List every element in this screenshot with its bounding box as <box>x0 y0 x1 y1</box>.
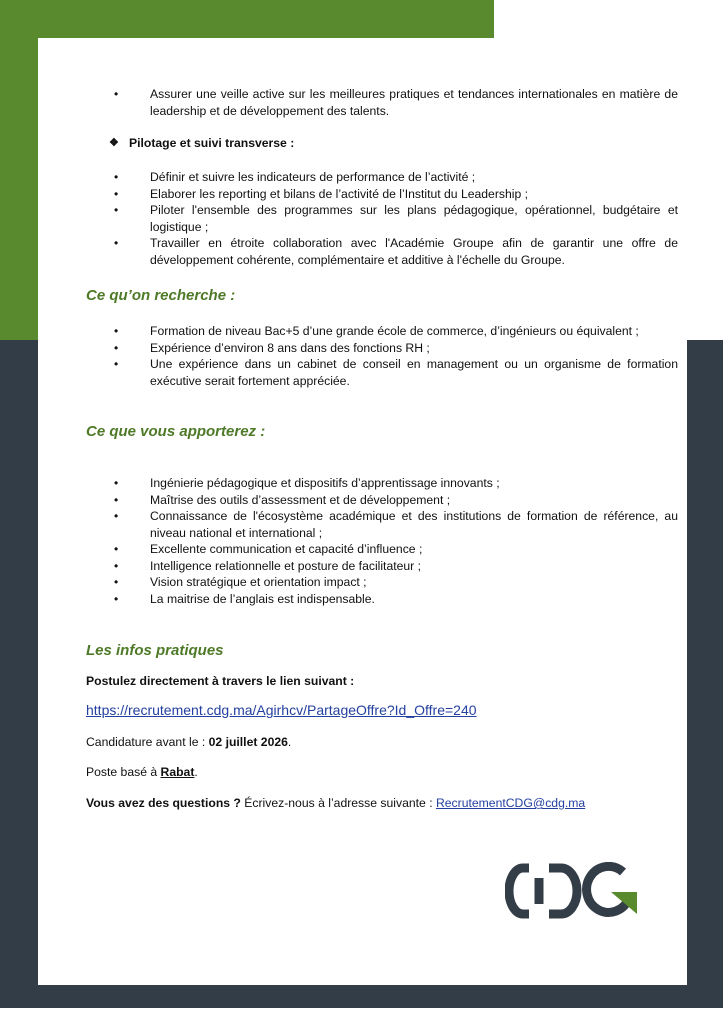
list-item: • Connaissance de l'écosystème académique et des institutions de formation de référence, au niveau national et international ; <box>133 508 678 541</box>
list-item: • Assurer une veille active sur les meilleures pratiques et tendances internationales en matière de leadership et de développement des talents. <box>133 86 678 119</box>
continuation-list <box>133 86 678 119</box>
diamond-bullet-icon: ❖ <box>109 137 119 149</box>
postulez-text: Postulez directement à travers le lien suivant : <box>86 674 355 688</box>
list-item: • Définir et suivre les indicateurs de performance de l’activité ; <box>133 169 678 186</box>
questions-line <box>86 796 585 810</box>
list-item: • Maîtrise des outils d’assessment et de développement ; <box>133 492 678 509</box>
recherche-list <box>133 323 678 389</box>
recherche-heading: Ce qu’on recherche : <box>86 287 236 304</box>
list-item: • Une expérience dans un cabinet de conseil en management ou un organisme de formation exécutive serait fortement appréciée. <box>133 356 678 389</box>
list-item: • Expérience d’environ 8 ans dans des fonctions RH ; <box>133 340 678 357</box>
list-item: • Travailler en étroite collaboration avec l'Académie Groupe afin de garantir une offre de développement cohérente, complémentaire et additive à l'échelle du Groupe. <box>133 235 678 268</box>
questions-bold: Vous avez des questions ? <box>86 796 241 810</box>
logo-text: CDG <box>505 862 508 863</box>
cdg-logo <box>505 862 647 920</box>
list-item: • Intelligence relationnelle et posture de facilitateur ; <box>133 558 678 575</box>
questions-text: Écrivez-nous à l’adresse suivante : <box>240 796 436 810</box>
list-item: • Ingénierie pédagogique et dispositifs d’apprentissage innovants ; <box>133 475 678 492</box>
pilotage-heading-text: Pilotage et suivi transverse : <box>129 136 295 150</box>
pilotage-list <box>133 169 678 268</box>
list-item: • Elaborer les reporting et bilans de l’activité de l’Institut du Leadership ; <box>133 186 678 203</box>
pilotage-heading <box>109 136 295 150</box>
list-item: • La maitrise de l’anglais est indispensable. <box>133 591 678 608</box>
list-item: • Excellente communication et capacité d’influence ; <box>133 541 678 558</box>
location-end: . <box>194 765 198 779</box>
application-link[interactable]: https://recrutement.cdg.ma/Agirhcv/PartageOffre?Id_Offre=240 <box>86 702 477 718</box>
deadline-label: Candidature avant le : <box>86 735 209 749</box>
bottom-white-strip <box>0 1008 723 1024</box>
deadline-value: 02 juillet 2026 <box>208 735 288 749</box>
location-label: Poste basé à <box>86 765 161 779</box>
location-value: Rabat <box>160 765 195 779</box>
apporterez-list <box>133 475 678 607</box>
contact-email-link[interactable]: RecrutementCDG@cdg.ma <box>435 796 586 810</box>
apporterez-heading: Ce que vous apporterez : <box>86 423 266 440</box>
deadline-end: . <box>287 735 292 749</box>
list-item: • Piloter l'ensemble des programmes sur les plans pédagogique, opérationnel, budgétaire et logistique ; <box>133 202 678 235</box>
infos-heading: Les infos pratiques <box>86 642 224 659</box>
list-item: • Formation de niveau Bac+5 d’une grande école de commerce, d’ingénieurs ou équivalent ; <box>133 323 678 340</box>
document-page <box>38 38 687 985</box>
location-line <box>86 765 198 779</box>
list-item: • Vision stratégique et orientation impact ; <box>133 574 678 591</box>
deadline-line <box>86 735 291 749</box>
